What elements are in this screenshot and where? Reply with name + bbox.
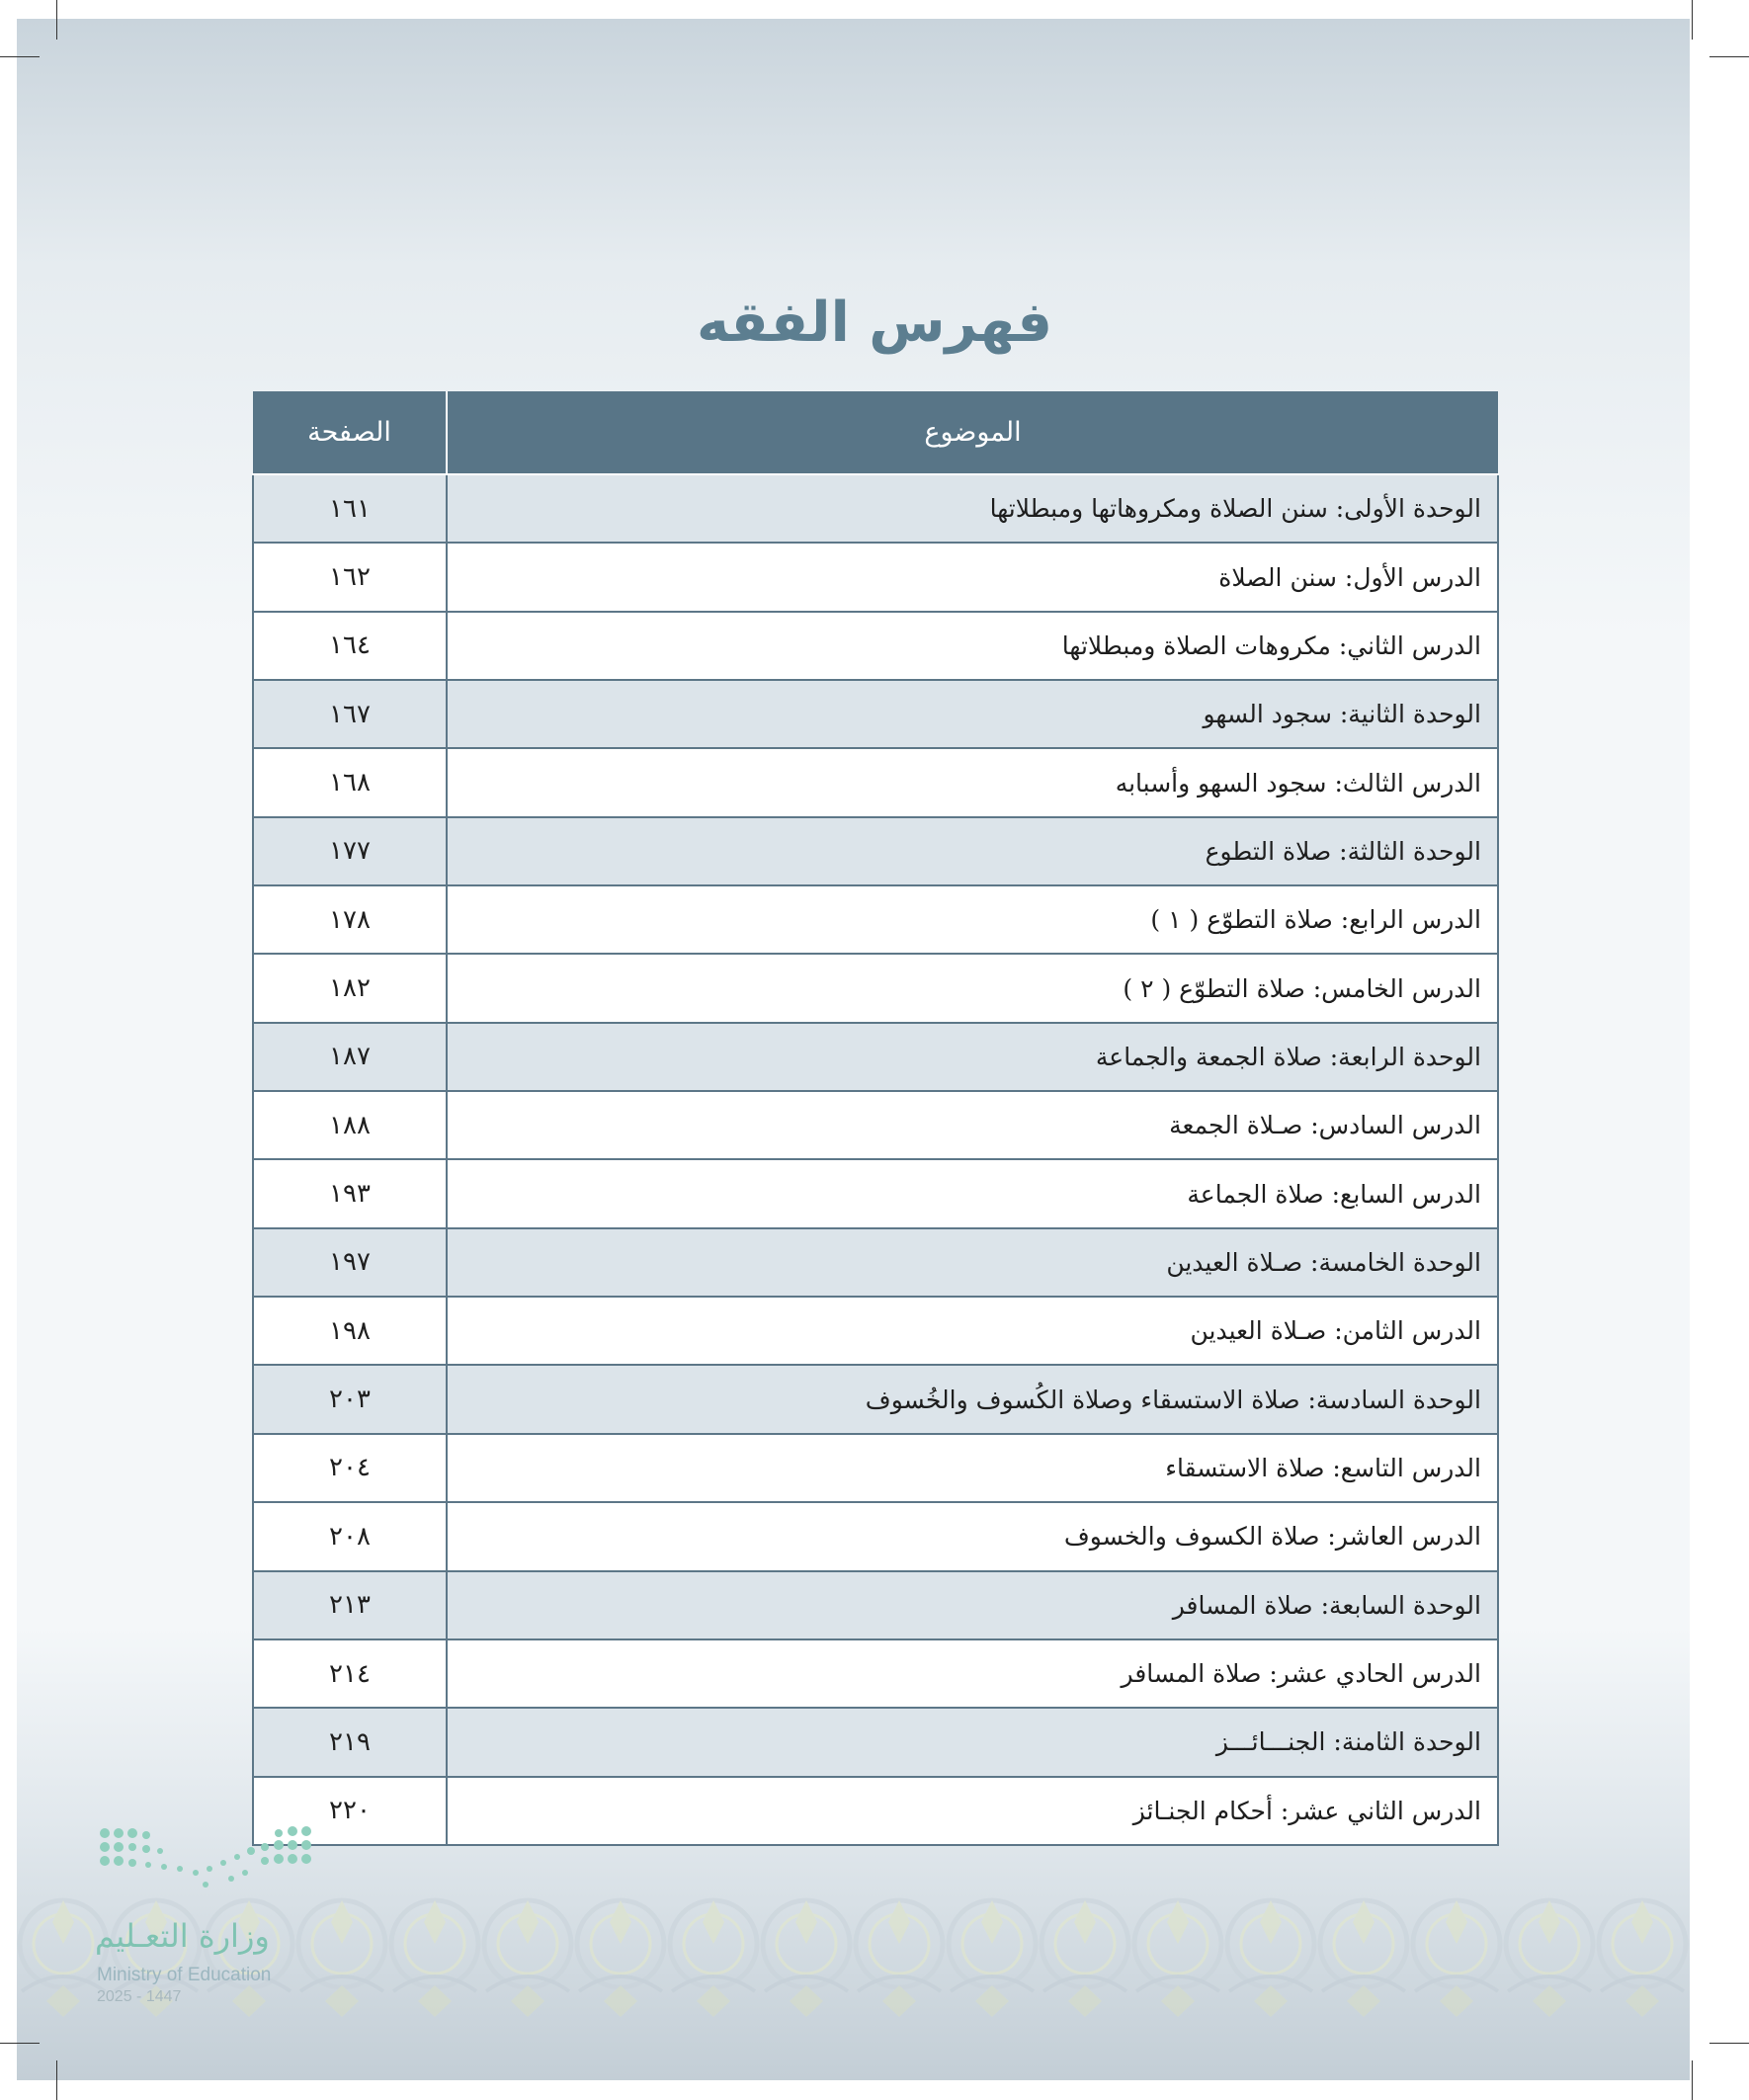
toc-row	[253, 1777, 1498, 1845]
toc-page-cell: ١٩٨	[253, 1297, 447, 1365]
toc-page-cell: ١٨٨	[253, 1091, 447, 1159]
page-title: فهرس الفقه	[696, 291, 1053, 355]
toc-page-cell: ٢٠٣	[253, 1365, 447, 1433]
toc-topic-cell: الوحدة الثالثة: صلاة التطوع	[447, 817, 1498, 885]
toc-row	[253, 1297, 1498, 1365]
toc-row	[253, 748, 1498, 816]
toc-row	[253, 1571, 1498, 1639]
toc-page-cell: ٢٠٨	[253, 1502, 447, 1570]
toc-page-cell: ١٧٨	[253, 885, 447, 954]
toc-page-cell: ١٦٢	[253, 543, 447, 611]
topic-column-header: الموضوع	[447, 391, 1498, 474]
toc-row	[253, 1228, 1498, 1297]
toc-page-cell: ١٩٣	[253, 1159, 447, 1227]
toc-page-cell: ١٦٨	[253, 748, 447, 816]
crop-mark	[0, 56, 40, 57]
toc-topic-cell: الدرس الرابع: صلاة التطوّع ( ١ )	[447, 885, 1498, 954]
toc-page-cell: ٢٠٤	[253, 1434, 447, 1502]
toc-page-cell: ١٦٤	[253, 612, 447, 680]
toc-topic-cell: الدرس الثالث: سجود السهو وأسبابه	[447, 748, 1498, 816]
toc-page-cell: ٢٢٠	[253, 1777, 447, 1845]
crop-mark	[1709, 2043, 1749, 2044]
toc-topic-cell: الدرس التاسع: صلاة الاستسقاء	[447, 1434, 1498, 1502]
toc-page-cell: ١٦١	[253, 474, 447, 543]
toc-topic-cell: الوحدة الثانية: سجود السهو	[447, 680, 1498, 748]
toc-topic-cell: الوحدة الرابعة: صلاة الجمعة والجماعة	[447, 1023, 1498, 1091]
ministry-year: 2025 - 1447	[97, 1988, 182, 2005]
toc-page-cell: ١٨٢	[253, 954, 447, 1022]
toc-topic-cell: الوحدة الأولى: سنن الصلاة ومكروهاتها ومبطلاتها	[447, 474, 1498, 543]
toc-row	[253, 1365, 1498, 1433]
toc-row	[253, 1159, 1498, 1227]
toc-row	[253, 885, 1498, 954]
toc-page-cell: ١٧٧	[253, 817, 447, 885]
toc-row	[253, 1434, 1498, 1502]
ministry-logo-icon	[97, 1823, 314, 1902]
toc-table	[252, 391, 1499, 1846]
toc-topic-cell: الوحدة الخامسة: صـلاة العيدين	[447, 1228, 1498, 1297]
toc-row	[253, 543, 1498, 611]
toc-row	[253, 817, 1498, 885]
toc-page-cell: ١٩٧	[253, 1228, 447, 1297]
toc-topic-cell: الدرس السابع: صلاة الجماعة	[447, 1159, 1498, 1227]
ministry-name-english: Ministry of Education	[97, 1965, 272, 1985]
toc-row	[253, 1091, 1498, 1159]
crop-mark	[1692, 2060, 1693, 2100]
toc-row	[253, 612, 1498, 680]
toc-row	[253, 954, 1498, 1022]
crop-mark	[56, 2060, 57, 2100]
toc-topic-cell: الدرس الثامن: صـلاة العيدين	[447, 1297, 1498, 1365]
toc-topic-cell: الوحدة السابعة: صلاة المسافر	[447, 1571, 1498, 1639]
toc-topic-cell: الدرس الأول: سنن الصلاة	[447, 543, 1498, 611]
crop-mark	[0, 2043, 40, 2044]
toc-row	[253, 1023, 1498, 1091]
toc-header-row	[253, 391, 1498, 474]
toc-page-cell: ٢١٩	[253, 1708, 447, 1776]
toc-topic-cell: الدرس العاشر: صلاة الكسوف والخسوف	[447, 1502, 1498, 1570]
ministry-name-arabic: وزارة التعـليم	[95, 1917, 270, 1955]
page-column-header: الصفحة	[253, 391, 447, 474]
toc-page-cell: ٢١٣	[253, 1571, 447, 1639]
toc-topic-cell: الدرس السادس: صـلاة الجمعة	[447, 1091, 1498, 1159]
toc-page-cell: ١٨٧	[253, 1023, 447, 1091]
toc-row	[253, 1639, 1498, 1708]
toc-row	[253, 474, 1498, 543]
toc-topic-cell: الدرس الحادي عشر: صلاة المسافر	[447, 1639, 1498, 1708]
toc-row	[253, 680, 1498, 748]
crop-mark	[1709, 56, 1749, 57]
toc-row	[253, 1708, 1498, 1776]
toc-page-cell: ٢١٤	[253, 1639, 447, 1708]
toc-topic-cell: الدرس الخامس: صلاة التطوّع ( ٢ )	[447, 954, 1498, 1022]
crop-mark	[56, 0, 57, 40]
toc-page-cell: ١٦٧	[253, 680, 447, 748]
toc-topic-cell: الوحدة الثامنة: الجنـــائـــز	[447, 1708, 1498, 1776]
crop-mark	[1692, 0, 1693, 40]
toc-topic-cell: الدرس الثاني: مكروهات الصلاة ومبطلاتها	[447, 612, 1498, 680]
toc-topic-cell: الوحدة السادسة: صلاة الاستسقاء وصلاة الكُسوف والخُسوف	[447, 1365, 1498, 1433]
toc-row	[253, 1502, 1498, 1570]
toc-topic-cell: الدرس الثاني عشر: أحكام الجنـائز	[447, 1777, 1498, 1845]
